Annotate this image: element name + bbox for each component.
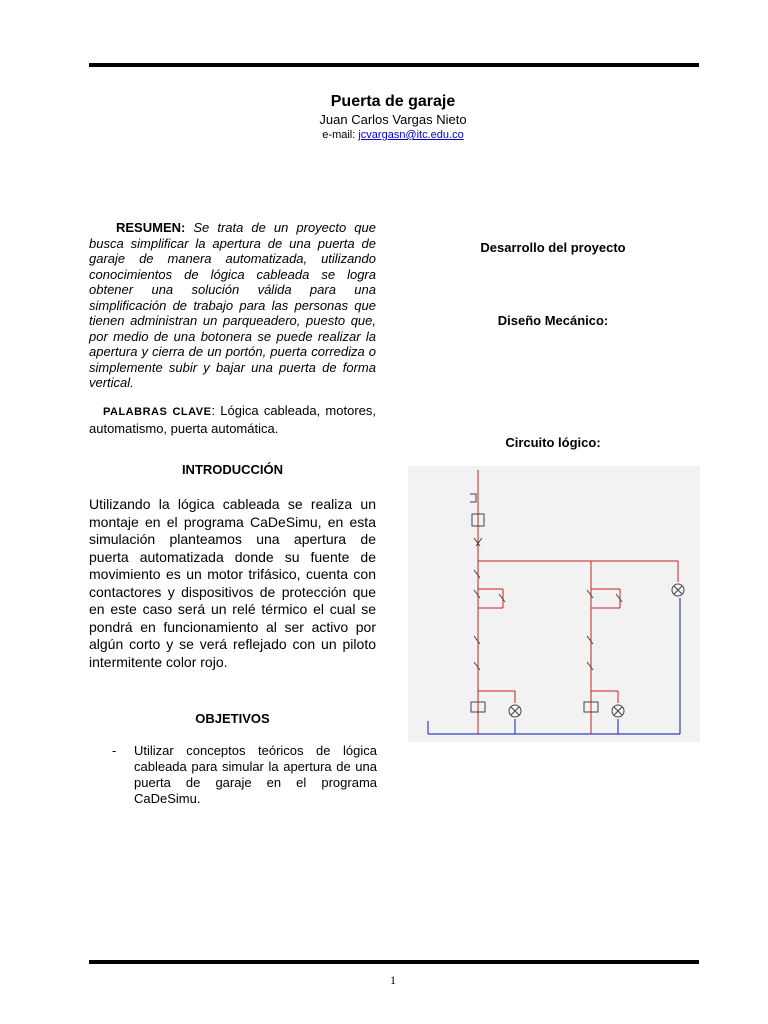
list-item [112, 743, 377, 807]
heading-circuito: Circuito lógico: [505, 435, 601, 450]
top-rule [89, 63, 699, 67]
bullet-dash-icon: - [112, 743, 117, 758]
contact-symbol [587, 636, 593, 644]
email-label: e-mail: [322, 129, 359, 141]
contact-symbol [587, 662, 593, 670]
contact-symbol [474, 570, 480, 578]
contact-symbol [499, 594, 505, 602]
keywords-text: Lógica cableada, motores, automatismo, puerta automática. [89, 403, 376, 436]
author-name: Juan Carlos Vargas Nieto [319, 112, 467, 127]
contact-symbol [474, 590, 480, 598]
email-link[interactable]: jcvargasn@itc.edu.co [358, 129, 464, 141]
heading-diseno: Diseño Mecánico: [497, 313, 609, 328]
contact-symbol [474, 636, 480, 644]
email-line [0, 129, 768, 141]
switch-symbol [470, 494, 476, 502]
bottom-rule [89, 960, 699, 964]
introduction-text: Utilizando la lógica cableada se realiza un montaje en el programa CaDeSimu, en esta simulación planteamos una apertura de puerta automatizada donde su fuente de movimiento es un motor trifásico, cuenta con contactores y dispositivos de protección que en este caso será un relé térmico el cual se pondrá en funcionamiento al ser activo por algún corto y se verá reflejado con un piloto intermitente color rojo. [89, 496, 376, 670]
objective-text: Utilizar conceptos teóricos de lógica cableada para simular la apertura de una puerta de garaje en el programa CaDeSimu. [134, 743, 377, 806]
objectives-list [112, 743, 377, 807]
page-number: 1 [390, 973, 396, 987]
heading-desarrollo: Desarrollo del proyecto [480, 240, 626, 255]
keywords-label: PALABRAS CLAVE [103, 406, 212, 418]
contact-symbol [587, 590, 593, 598]
abstract-text: Se trata de un proyecto que busca simplificar la apertura de una puerta de garaje de manera automatizada, utilizando conocimientos de lógica cableada se logra obtener una solución válida para una simplificación de trabajo para las personas que tienen administran un parqueadero, puesto que, por medio de una botonera se puede realizar la apertura y cierra de un portón, puerta corrediza o simplemente subir y bajar una puerta de forma vertical. [89, 220, 376, 390]
objectives-heading: OBJETIVOS [195, 711, 270, 726]
paper-title: Puerta de garaje [330, 93, 456, 110]
circuit-diagram-svg [408, 466, 700, 742]
introduction-heading: INTRODUCCIÓN [181, 462, 284, 477]
circuit-diagram-figure [408, 466, 700, 742]
abstract-label: RESUMEN: [116, 220, 186, 235]
contact-symbol [616, 594, 622, 602]
contact-symbol [474, 662, 480, 670]
keywords: PALABRAS CLAVE: Lógica cableada, motores, automatismo, puerta automática. [89, 403, 376, 436]
abstract [89, 220, 376, 391]
